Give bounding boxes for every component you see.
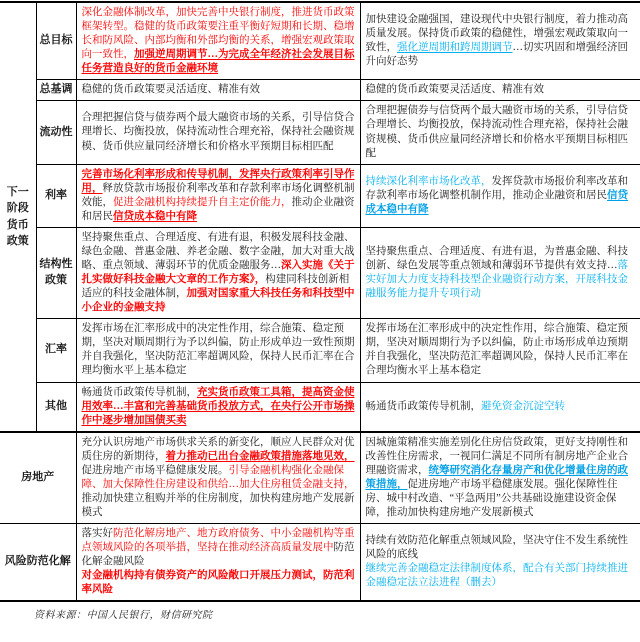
- table-row: [0, 319, 640, 382]
- text-segment: 落实好: [81, 528, 113, 540]
- cell-left-report: [76, 319, 360, 382]
- cell-left-report: [76, 382, 360, 432]
- text-segment: 信贷成本稳中有降: [113, 210, 197, 222]
- row-label: 风险防范化解: [0, 524, 76, 602]
- cell-left-report: [76, 432, 360, 524]
- cell-right-report: [360, 164, 640, 227]
- text-segment: 稳健的货币政策要灵活适度、精准有效: [81, 84, 260, 96]
- text-segment: 释放贷款市场报价利率改革和存款利率市场化调整机制效能，: [81, 182, 355, 208]
- text-segment: 引导金融机构强化金融保障、加大保障性住房建设和供给…加大住房租赁金融支持，: [81, 464, 355, 490]
- row-label: 总基调: [36, 80, 76, 101]
- row-label: 利率: [36, 164, 76, 227]
- cell-left-report: [76, 2, 360, 80]
- cell-left-report: [76, 164, 360, 227]
- row-label: 流动性: [36, 101, 76, 164]
- text-segment: 发挥市场在汇率形成中的决定性作用，综合施策、稳定预期，坚决对顺周期行为予以纠偏，防止市场形成单边预期并自我强化，坚决防范汇率超调风险，保持人民币汇率在合理均衡水平上基本稳定: [365, 323, 628, 377]
- table-row: [0, 382, 640, 432]
- text-segment: 继续完善金融稳定法律制度体系，配合有关部门持续推进金融稳定法立法进程（删去）: [365, 563, 628, 589]
- table-row: [0, 432, 640, 524]
- text-segment: 对金融机构持有债券资产的风险敞口开展压力测试，防范利率风险: [81, 570, 355, 596]
- text-segment: 畅通货币政策传导机制，: [365, 400, 481, 412]
- text-segment: 稳健的货币政策要灵活适度、精准有效: [365, 84, 544, 96]
- text-segment: 避免资金沉淀空转: [481, 400, 565, 412]
- cell-right-report: [360, 2, 640, 80]
- text-segment: 持续深化利率市场化改革，: [365, 175, 492, 187]
- text-segment: 完善市场化利率形成和传导机制，发挥央行政策利率引导作用，: [81, 168, 355, 194]
- table-row: [0, 101, 640, 164]
- text-segment: 坚持聚焦重点、合理适度、有进有退，积极发展科技金融、绿色金融、普惠金融、养老金融、数字金融，加大对重大战略、重点领域、薄弱环节的优质金融服务…: [81, 231, 355, 271]
- text-segment: 推动加快建立租购并举的住房制度，加快构建房地产发展新模式: [81, 492, 355, 518]
- row-label: 汇率: [36, 319, 76, 382]
- text-segment: 落实好加大力度支持科技型企业融资行动方案，开展科技金融服务能力提升专项行动: [365, 260, 628, 300]
- text-segment: 畅通货币政策传导机制，: [81, 386, 197, 398]
- text-segment: 促进房地产市场平稳健康发展。强化保障性住房、城中村改造、“平急两用”公共基础设施建设资金保障，推动加快构建房地产发展新模式: [365, 478, 618, 518]
- text-segment: 强化逆周期和跨周期调节: [397, 42, 513, 54]
- cell-right-report: [360, 80, 640, 101]
- text-segment: 加快建设金融强国，建设现代中央银行制度，着力推动高质量发展。保持货币政策的稳健性，增强宏观政策取向一致性，: [365, 14, 628, 54]
- text-segment: 促进金融机构持续提升自主定价能力，: [113, 196, 292, 208]
- text-segment: 深化金融体制改革，加快完善中央银行制度，推进货币政策框架转型。稳健的货币政策要注重平衡好短期和长期、稳增长和防风险、内部均衡和外部均衡的关系，增强宏观政策取向一致性，: [81, 7, 355, 61]
- text-segment: 合理把握债券与信贷两个最大融资市场的关系，引导信贷合理增长、均衡投放，保持流动性合理充裕，保持社会融资规模、货币供应量同经济增长和价格水平预期目标相匹配: [365, 105, 628, 159]
- text-segment: 构建同科技创新相适应的科技金融体制，: [81, 274, 350, 300]
- text-segment: 统筹研究消化存量房产和优化增量住房的政策措施，: [365, 464, 628, 490]
- text-segment: 发挥贷款市场报价利率改革和存款利率市场化调整机制作用，推动企业融资和居民: [365, 175, 628, 201]
- table-row: [0, 164, 640, 227]
- text-segment: 充分认识房地产市场供求关系的新变化，顺应人民群众对优质住房的新期待，: [81, 436, 355, 462]
- table-row: [0, 227, 640, 318]
- text-segment: 加强对国家重大科技任务和科技型中小企业的金融支持: [81, 288, 355, 314]
- group-label-next-stage-monetary-policy: 下一阶段货币政策: [0, 2, 36, 432]
- text-segment: 充实货币政策工具箱，提高资金使用效率…丰富和完善基础货币投放方式，在央行公开市场操作中逐步增加国债买卖: [81, 386, 355, 426]
- cell-left-report: [76, 80, 360, 101]
- table-row: [0, 2, 640, 80]
- cell-left-report: [76, 227, 360, 318]
- cell-right-report: [360, 319, 640, 382]
- text-segment: 坚持聚焦重点、合理适度、有进有退，为普惠金融、科技创新、绿色发展等重点领域和薄弱环节提供有效支持…: [365, 245, 628, 271]
- text-segment: 着力推动已出台金融政策措施落地见效，: [165, 450, 355, 462]
- row-label: 结构性政策: [36, 227, 76, 318]
- cell-left-report: [76, 524, 360, 602]
- row-label: 总目标: [36, 2, 76, 80]
- text-segment: 加强逆周期调节…为完成全年经济社会发展目标任务营造良好的货币金融环境: [81, 49, 355, 75]
- text-segment: 推动企业融资和居民: [81, 196, 355, 222]
- cell-right-report: [360, 101, 640, 164]
- monetary-policy-comparison-table: [0, 1, 640, 602]
- row-label: 房地产: [0, 432, 76, 524]
- text-segment: 防范化解金融风险: [81, 542, 355, 568]
- text-segment: 深入实施《关于扎实做好科技金融大文章的工作方案》，: [81, 260, 355, 286]
- source-note: 资料来源：中国人民银行，财信研究院: [34, 610, 213, 622]
- text-segment: 发挥市场在汇率形成中的决定性作用，综合施策、稳定预期，坚决对顺周期行为予以纠偏，防止形成单边一致性预期并自我强化，坚决防范汇率超调风险，保持人民币汇率在合理均衡水平上基本稳定: [81, 323, 355, 377]
- text-segment: 信贷成本稳中有降: [365, 189, 628, 215]
- text-segment: …切实巩固和增强经济回升向好态势: [365, 42, 628, 68]
- cell-right-report: [360, 382, 640, 432]
- text-segment: 促进房地产市场平稳健康发展。: [81, 464, 229, 476]
- policy-table-body: [0, 2, 640, 601]
- table-row: [0, 80, 640, 101]
- text-segment: 防范化解房地产、地方政府债务、中小金融机构等重点领域风险的各项举措，坚持在推动经济高质量发展中: [81, 528, 355, 554]
- cell-left-report: [76, 101, 360, 164]
- text-segment: 持续有效防范化解重点领域风险，坚决守住不发生系统性风险的底线: [365, 535, 628, 561]
- cell-right-report: [360, 432, 640, 524]
- text-segment: 因城施策精准实施差别化住房信贷政策，更好支持刚性和改善性住房需求，一视同仁满足不同所有制房地产企业合理融资需求，: [365, 436, 628, 476]
- cell-right-report: [360, 227, 640, 318]
- table-row: [0, 524, 640, 602]
- text-segment: 合理把握信贷与债券两个最大融资市场的关系，引导信贷合理增长、均衡投放，保持流动性合理充裕，保持社会融资规模、货币供应量同经济增长和价格水平预期目标相匹配: [81, 112, 355, 152]
- cell-right-report: [360, 524, 640, 602]
- row-label: 其他: [36, 382, 76, 432]
